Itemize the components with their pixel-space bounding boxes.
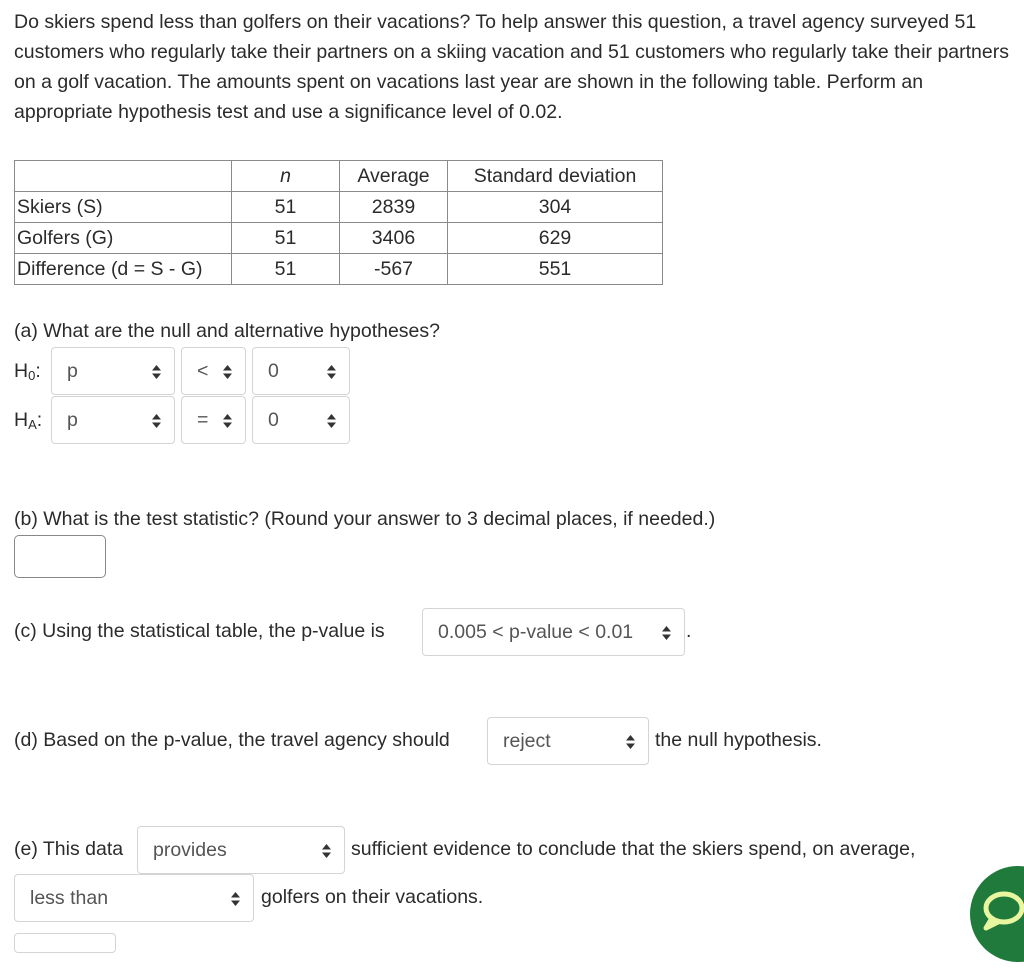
h0-label xyxy=(14,358,41,389)
h0-operator-select[interactable] xyxy=(181,347,246,395)
select-value: reject xyxy=(503,730,551,752)
up-down-arrows-icon xyxy=(151,348,162,394)
problem-statement: Do skiers spend less than golfers on their vacations? To help answer this question, a travel agency surveyed 51 customers who regularly take their partners on a skiing vacation and 51 customers who regularly take their partners on a golf vacation. The amounts spent on vacations last year are shown in the following table. Perform an appropriate hypothesis test and use a significance level of 0.02. xyxy=(14,11,1009,123)
table-cell: 2839 xyxy=(340,192,448,223)
test-statistic-input[interactable] xyxy=(14,535,106,578)
table-cell: Difference (d = S - G) xyxy=(15,254,232,285)
chat-bubble-icon xyxy=(970,866,1024,962)
table-row xyxy=(15,223,663,254)
chat-button[interactable] xyxy=(970,866,1024,962)
select-value: 0 xyxy=(268,409,279,431)
select-value: 0.005 < p-value < 0.01 xyxy=(438,621,634,643)
data-table xyxy=(14,160,663,285)
up-down-arrows-icon xyxy=(230,875,241,921)
ha-label xyxy=(14,407,42,438)
select-value: = xyxy=(197,409,209,431)
ha-letter: H xyxy=(14,409,29,431)
table-cell: 551 xyxy=(448,254,663,285)
table-header-cell: Standard deviation xyxy=(448,161,663,192)
table-cell: 51 xyxy=(232,192,340,223)
select-value: p xyxy=(67,409,78,431)
ha-parameter-select[interactable] xyxy=(51,396,175,444)
next-select[interactable] xyxy=(14,933,116,953)
select-value: less than xyxy=(30,887,109,909)
table-cell: 3406 xyxy=(340,223,448,254)
decision-select[interactable] xyxy=(487,717,649,765)
up-down-arrows-icon xyxy=(321,827,332,873)
ha-operator-select[interactable] xyxy=(181,396,246,444)
table-cell: 51 xyxy=(232,223,340,254)
h0-colon: : xyxy=(35,360,41,382)
ha-colon: : xyxy=(36,409,43,431)
table-cell: 629 xyxy=(448,223,663,254)
question-b: (b) What is the test statistic? (Round your answer to 3 decimal places, if needed.) xyxy=(14,508,716,530)
select-value: p xyxy=(67,360,78,382)
question-d-suffix: the null hypothesis. xyxy=(655,729,822,751)
table-row xyxy=(15,192,663,223)
question-c-prefix: (c) Using the statistical table, the p-value is xyxy=(14,620,385,642)
ha-subscript: A xyxy=(28,417,37,432)
table-header-row xyxy=(15,161,663,192)
h0-value-select[interactable] xyxy=(252,347,350,395)
question-d-prefix: (d) Based on the p-value, the travel agency should xyxy=(14,729,450,751)
table-header-cell xyxy=(15,161,232,192)
question-e-suffix: golfers on their vacations. xyxy=(261,886,484,908)
table-cell: -567 xyxy=(340,254,448,285)
table-cell: Skiers (S) xyxy=(15,192,232,223)
up-down-arrows-icon xyxy=(326,348,337,394)
table-cell: Golfers (G) xyxy=(15,223,232,254)
up-down-arrows-icon xyxy=(326,397,337,443)
ha-value-select[interactable] xyxy=(252,396,350,444)
evidence-select[interactable] xyxy=(137,826,345,874)
question-a: (a) What are the null and alternative hypotheses? xyxy=(14,320,441,342)
table-header-cell: Average xyxy=(340,161,448,192)
h0-parameter-select[interactable] xyxy=(51,347,175,395)
question-e-prefix: (e) This data xyxy=(14,838,124,860)
select-value: < xyxy=(197,360,209,382)
up-down-arrows-icon xyxy=(222,397,233,443)
select-value: provides xyxy=(153,839,227,861)
table-cell: 304 xyxy=(448,192,663,223)
table-row xyxy=(15,254,663,285)
comparison-select[interactable] xyxy=(14,874,254,922)
table-header-cell: n xyxy=(232,161,340,192)
p-value-select[interactable] xyxy=(422,608,685,656)
up-down-arrows-icon xyxy=(625,718,636,764)
h0-letter: H xyxy=(14,360,29,382)
question-e-middle: sufficient evidence to conclude that the skiers spend, on average, xyxy=(351,838,916,860)
question-c-suffix: . xyxy=(686,620,692,642)
up-down-arrows-icon xyxy=(222,348,233,394)
up-down-arrows-icon xyxy=(151,397,162,443)
table-cell: 51 xyxy=(232,254,340,285)
h0-subscript: 0 xyxy=(28,368,36,383)
select-value: 0 xyxy=(268,360,279,382)
up-down-arrows-icon xyxy=(661,609,672,655)
